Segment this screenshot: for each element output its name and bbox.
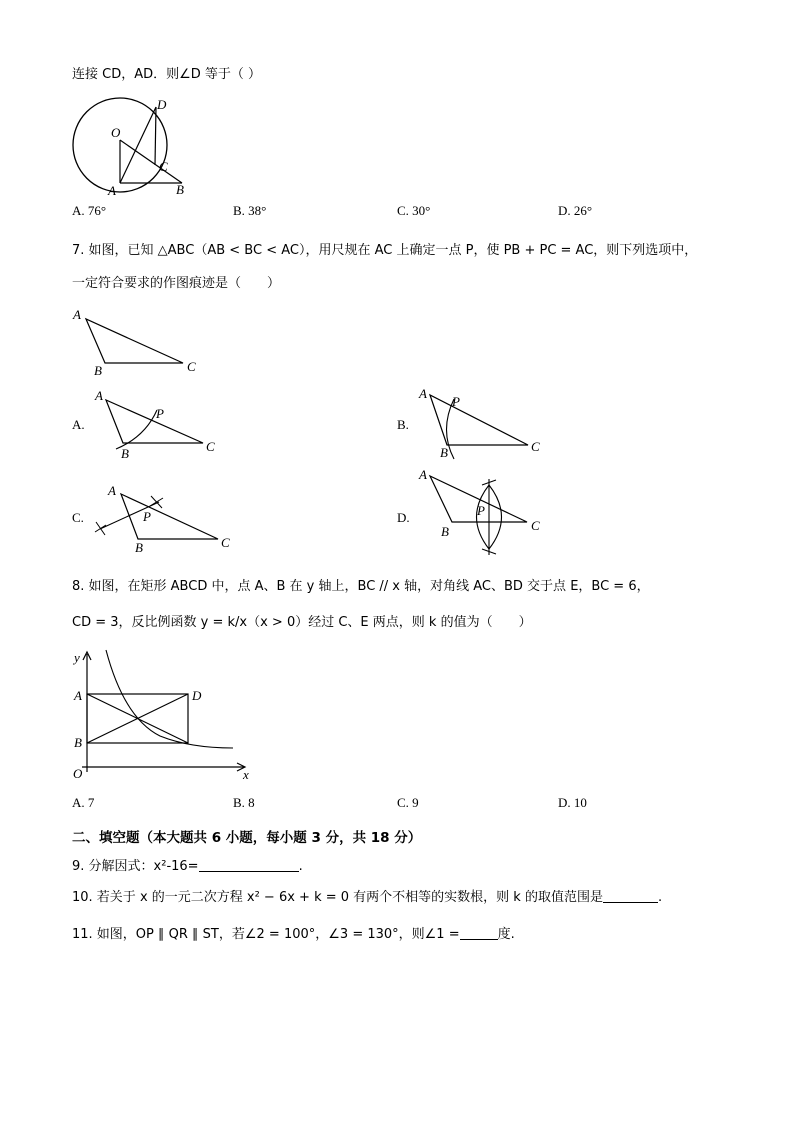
q7-choice-d-figure <box>417 465 567 555</box>
q6-stem: 连接 CD，AD．则∠D 等于（ ） <box>72 67 262 82</box>
q9-text: 9. 分解因式：x²-16= <box>72 859 199 874</box>
q7-choice-b-triangle <box>430 395 528 445</box>
q8-figure <box>70 648 260 783</box>
q8-label-x: x <box>243 767 249 782</box>
q7-choice-a-figure <box>93 385 233 460</box>
q7-main-label-c: C <box>187 359 196 374</box>
q7-main-triangle <box>86 319 183 363</box>
q7-choice-c-triangle <box>121 494 218 539</box>
q7-main-figure <box>70 305 210 378</box>
q9-answer-blank[interactable] <box>199 857 299 872</box>
q6-option-a: A. 76° <box>72 203 107 218</box>
q6-label-d: D <box>157 97 167 112</box>
q8-option-a: A. 7 <box>72 795 95 810</box>
q6-label-o: O <box>111 125 121 140</box>
q6-option-b: B. 38° <box>233 203 267 218</box>
q9-line <box>72 857 303 876</box>
q7-choice-c-letter: C. <box>72 510 84 525</box>
q7-choice-b-label-p: P <box>452 394 460 409</box>
q7-choice-d-label-a: A <box>419 467 427 482</box>
section2-title: 二、填空题（本大题共 6 小题，每小题 3 分，共 18 分） <box>72 830 422 846</box>
q8-label-y: y <box>74 650 80 665</box>
q7-choice-a-label-a: A <box>95 388 103 403</box>
q7-choice-c-mark-2 <box>150 496 163 508</box>
q7-choice-c-label-p: P <box>143 509 151 524</box>
q7-choice-a-triangle <box>106 400 203 443</box>
q7-choice-b-label-a: A <box>419 386 427 401</box>
q6-line-dc <box>155 107 156 165</box>
q7-choice-b-label-b: B <box>440 445 448 460</box>
q10-answer-blank[interactable] <box>603 888 658 903</box>
q8-hyperbola <box>106 650 233 748</box>
q6-line-ad <box>120 107 156 183</box>
q8-option-c: C. 9 <box>397 795 419 810</box>
q6-label-a: A <box>108 183 116 198</box>
q9-end: . <box>298 859 303 874</box>
q8-option-b: B. 8 <box>233 795 255 810</box>
q8-stem-line1: 8. 如图，在矩形 ABCD 中，点 A、B 在 y 轴上，BC // x 轴，对角线 AC、BD 交于点 E，BC = 6， <box>72 579 650 594</box>
q7-choice-d-label-p: P <box>477 503 485 518</box>
q11-answer-blank[interactable] <box>460 925 498 940</box>
q6-line-ob <box>120 140 182 183</box>
q6-option-c: C. 30° <box>397 203 431 218</box>
q7-choice-d-label-b: B <box>441 524 449 539</box>
q6-option-d: D. 26° <box>558 203 593 218</box>
q7-choice-c-label-a: A <box>108 483 116 498</box>
q7-choice-b-label-c: C <box>531 439 540 454</box>
q8-option-d: D. 10 <box>558 795 587 810</box>
q7-choice-d-label-c: C <box>531 518 540 533</box>
q6-label-b: B <box>176 182 184 197</box>
q7-stem-line2: 一定符合要求的作图痕迹是（ ） <box>72 276 281 291</box>
q7-choice-c-label-b: B <box>135 540 143 555</box>
q7-choice-b-figure <box>417 385 557 460</box>
q7-choice-c-mark-1 <box>95 522 106 535</box>
q7-choice-a-label-c: C <box>206 439 215 454</box>
q11-text: 11. 如图，OP ∥ QR ∥ ST，若∠2 = 100°，∠3 = 130°，则∠1 = <box>72 927 460 942</box>
q7-choice-d-letter: D. <box>397 510 410 525</box>
q7-main-label-a: A <box>73 307 81 322</box>
q8-label-b: B <box>74 735 82 750</box>
q7-choice-c-label-c: C <box>221 535 230 550</box>
q10-end: . <box>657 890 663 905</box>
q8-label-d: D <box>192 688 202 703</box>
q10-text: 10. 若关于 x 的一元二次方程 x² − 6x + k = 0 有两个不相等的实数根，则 k 的取值范围是 <box>72 890 603 905</box>
q8-stem-line2: CD = 3，反比例函数 y = k/x（x > 0）经过 C、E 两点，则 k 的值为（ ） <box>72 615 532 630</box>
q8-label-o: O <box>73 766 83 781</box>
q7-main-label-b: B <box>94 363 102 378</box>
q6-figure <box>70 95 210 205</box>
q11-line <box>72 925 515 944</box>
q7-choice-b-letter: B. <box>397 417 409 432</box>
q7-choice-c-figure <box>93 480 243 555</box>
q6-label-c: C <box>159 159 168 174</box>
q7-choice-a-letter: A. <box>72 417 85 432</box>
q7-choice-a-label-b: B <box>121 446 129 461</box>
q11-end: 度. <box>497 927 515 942</box>
q10-line <box>72 888 662 907</box>
q8-label-a: A <box>74 688 82 703</box>
q7-choice-a-label-p: P <box>156 406 164 421</box>
q7-stem-line1: 7. 如图，已知 △ABC（AB < BC < AC），用尺规在 AC 上确定一点 P，使 PB + PC = AC，则下列选项中， <box>72 243 698 258</box>
